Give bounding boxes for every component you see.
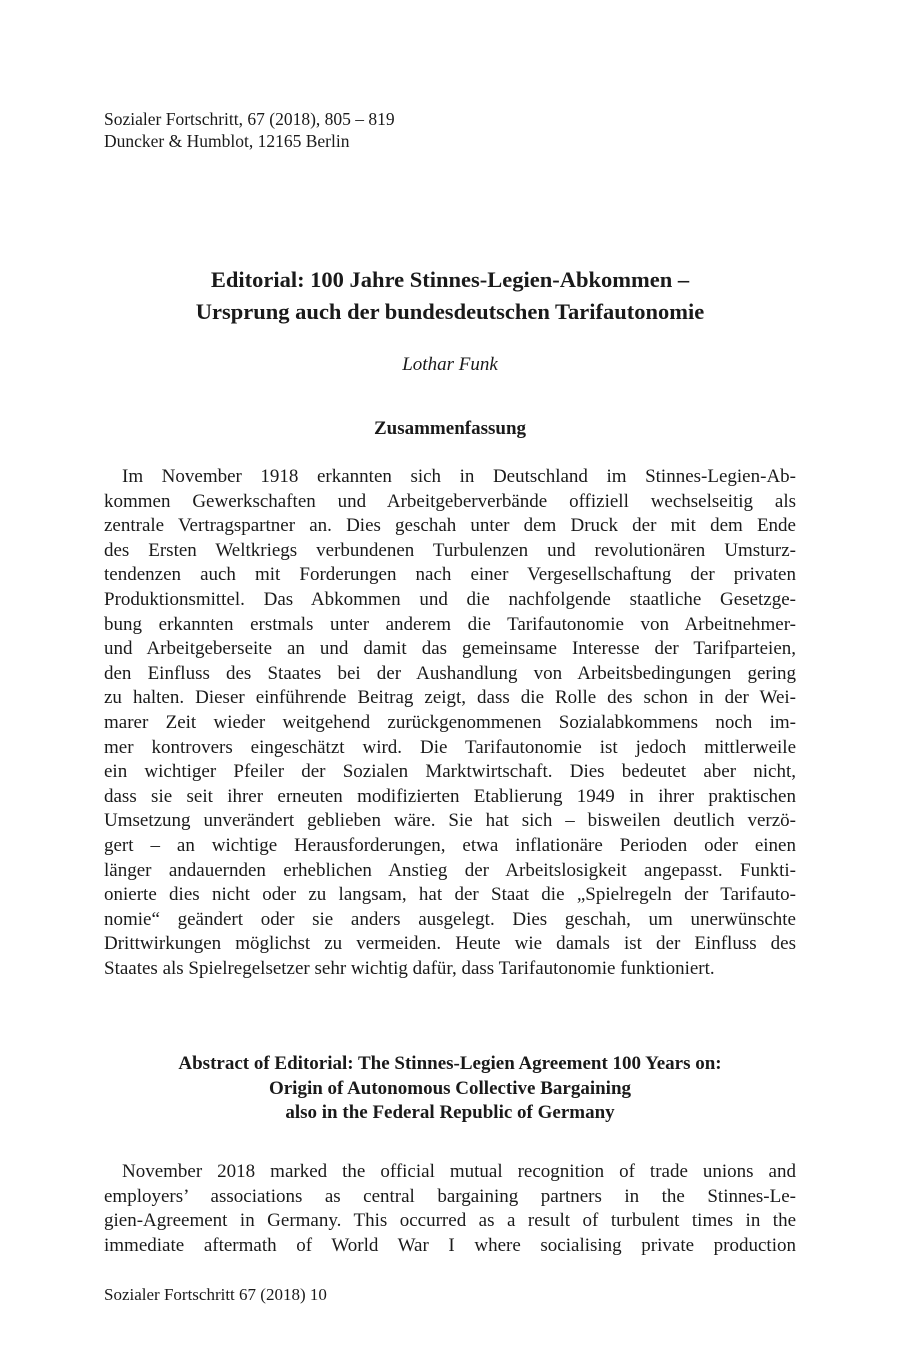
article-title <box>104 264 796 328</box>
abstract-heading-line: Origin of Autonomous Collective Bargaining <box>268 1077 632 1099</box>
text-line: Staates als Spielregelsetzer sehr wichtig dafür, dass Tarifautonomie funktioniert. <box>104 957 715 979</box>
abstract-heading-line: Abstract of Editorial: The Stinnes-Legien Agreement 100 Years on: <box>178 1053 722 1074</box>
text-line: Umsetzung unverändert geblieben wäre. Sie hat sich – bisweilen deutlich verzö- <box>104 810 796 832</box>
title-line: Editorial: 100 Jahre Stinnes-Legien-Abkommen – <box>210 267 690 292</box>
citation-line: Sozialer Fortschritt, 67 (2018), 805 – 819 <box>104 109 395 129</box>
zusammenfassung-heading: Zusammenfassung <box>373 418 527 439</box>
abstract-paragraph <box>104 1160 796 1258</box>
text-line: zu halten. Dieser einführende Beitrag zeigt, dass die Rolle des schon in der Wei- <box>104 687 796 709</box>
text-line: nomie“ geändert oder sie anders ausgelegt. Dies geschah, um unerwünschte <box>104 908 796 930</box>
text-line: des Ersten Weltkriegs verbundenen Turbulenzen und revolutionären Umsturz- <box>104 539 796 561</box>
text-line: Produktionsmittel. Das Abkommen und die nachfolgende staatliche Gesetzge- <box>104 588 796 610</box>
title-line: Ursprung auch der bundesdeutschen Tarifautonomie <box>195 299 705 324</box>
author-name: Lothar Funk <box>402 354 498 375</box>
text-line: immediate aftermath of World War I where socialising private production <box>104 1234 796 1256</box>
text-line: und Arbeitgeberseite an und damit das gemeinsame Interesse der Tarifparteien, <box>104 638 796 660</box>
abstract-heading <box>104 1052 796 1126</box>
text-line: zentrale Vertragspartner an. Dies geschah unter dem Druck der mit dem Ende <box>104 515 796 537</box>
text-line: dass sie seit ihrer erneuten modifizierten Etablierung 1949 in ihrer praktischen <box>104 785 796 807</box>
text-line: den Einfluss des Staates bei der Aushandlung von Arbeitsbedingungen gering <box>104 662 796 684</box>
text-line: onierte dies nicht oder zu langsam, hat der Staat die „Spielregeln der Tarifauto- <box>104 884 796 906</box>
text-line: marer Zeit wieder weitgehend zurückgenommenen Sozialabkommens noch im- <box>104 711 796 733</box>
text-line: gien-Agreement in Germany. This occurred as a result of turbulent times in the <box>104 1210 796 1232</box>
text-line: Drittwirkungen möglichst zu vermeiden. Heute wie damals ist der Einfluss des <box>104 933 796 955</box>
text-line: Im November 1918 erkannten sich in Deutschland im Stinnes-Legien-Ab- <box>122 466 796 487</box>
text-line: tendenzen auch mit Forderungen nach einer Vergesellschaftung der privaten <box>104 564 796 586</box>
abstract-heading-line: also in the Federal Republic of Germany <box>285 1102 615 1123</box>
page-footer: Sozialer Fortschritt 67 (2018) 10 <box>104 1285 327 1304</box>
text-line: kommen Gewerkschaften und Arbeitgeberverbände offiziell wechselseitig als <box>104 490 796 512</box>
text-line: mer kontrovers eingeschätzt wird. Die Tarifautonomie ist jedoch mittlerweile <box>104 736 796 758</box>
text-line: bung erkannten erstmals unter anderem die Tarifautonomie von Arbeitnehmer- <box>104 613 796 635</box>
publisher-line: Duncker & Humblot, 12165 Berlin <box>104 131 350 151</box>
text-line: employers’ associations as central bargaining partners in the Stinnes-Le- <box>104 1185 796 1207</box>
text-line: November 2018 marked the official mutual recognition of trade unions and <box>122 1161 796 1182</box>
text-line: länger andauernden erheblichen Anstieg der Arbeitslosigkeit angepasst. Funkti- <box>104 859 796 881</box>
text-line: ein wichtiger Pfeiler der Sozialen Marktwirtschaft. Dies bedeutet aber nicht, <box>104 761 796 783</box>
journal-citation-header <box>104 108 395 152</box>
zusammenfassung-paragraph <box>104 465 796 981</box>
text-line: gert – an wichtige Herausforderungen, etwa inflationäre Perioden oder einen <box>104 834 796 856</box>
